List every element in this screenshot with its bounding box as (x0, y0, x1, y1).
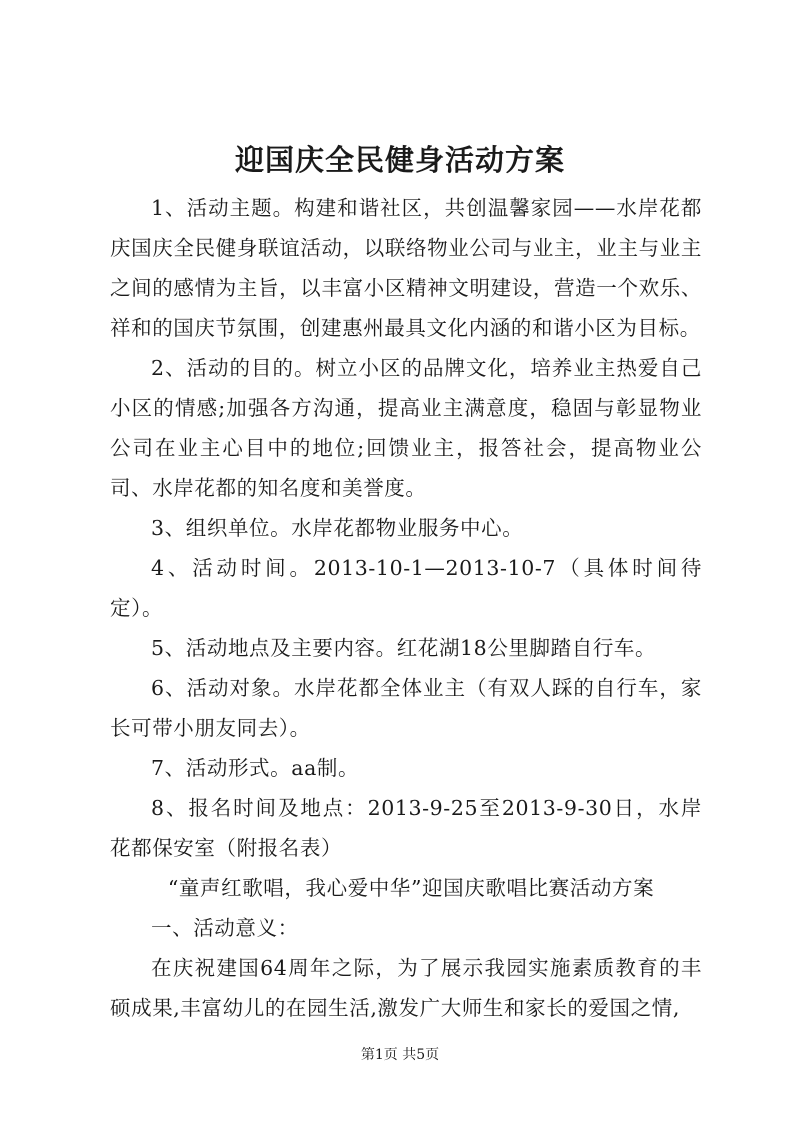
paragraph-activity-significance: 在庆祝建国64周年之际，为了展示我园实施素质教育的丰硕成果,丰富幼儿的在园生活,激发广大师生和家长的爱国之情, (110, 956, 702, 1020)
paragraph-activity-theme: 1、活动主题。构建和谐社区，共创温馨家园——水岸花都庆国庆全民健身联谊活动，以联络物业公司与业主，业主与业主之间的感情为主旨，以丰富小区精神文明建设，营造一个欢乐、祥和的国庆节氛围，创建惠州最具文化内涵的和谐小区为目标。 (110, 196, 702, 340)
paragraph-activity-participants: 6、活动对象。水岸花都全体业主（有双人踩的自行车，家长可带小朋友同去）。 (110, 676, 702, 740)
page-footer: 第1页 共5页 (360, 1047, 440, 1063)
document-title: 迎国庆全民健身活动方案 (234, 143, 565, 177)
paragraph-registration: 8、报名时间及地点：2013-9-25至2013-9-30日，水岸花都保安室（附报名表） (110, 796, 702, 860)
section-heading-singing-contest: “童声红歌唱，我心爱中华”迎国庆歌唱比赛活动方案 (167, 876, 655, 900)
paragraph-activity-time: 4、活动时间。2013-10-1—2013-10-7（具体时间待定）。 (110, 556, 702, 620)
paragraph-activity-location: 5、活动地点及主要内容。红花湖18公里脚踏自行车。 (151, 636, 657, 660)
document-body (110, 188, 702, 1028)
paragraph-organizer: 3、组织单位。水岸花都物业服务中心。 (151, 516, 524, 540)
paragraph-activity-significance-heading: 一、活动意义： (151, 916, 299, 940)
paragraph-activity-purpose: 2、活动的目的。树立小区的品牌文化，培养业主热爱自己小区的情感;加强各方沟通，提高业主满意度，稳固与彰显物业公司在业主心目中的地位;回馈业主，报答社会，提高物业公司、水岸花都的知名度和美誉度。 (110, 356, 702, 500)
paragraph-activity-format: 7、活动形式。aa制。 (151, 756, 360, 780)
